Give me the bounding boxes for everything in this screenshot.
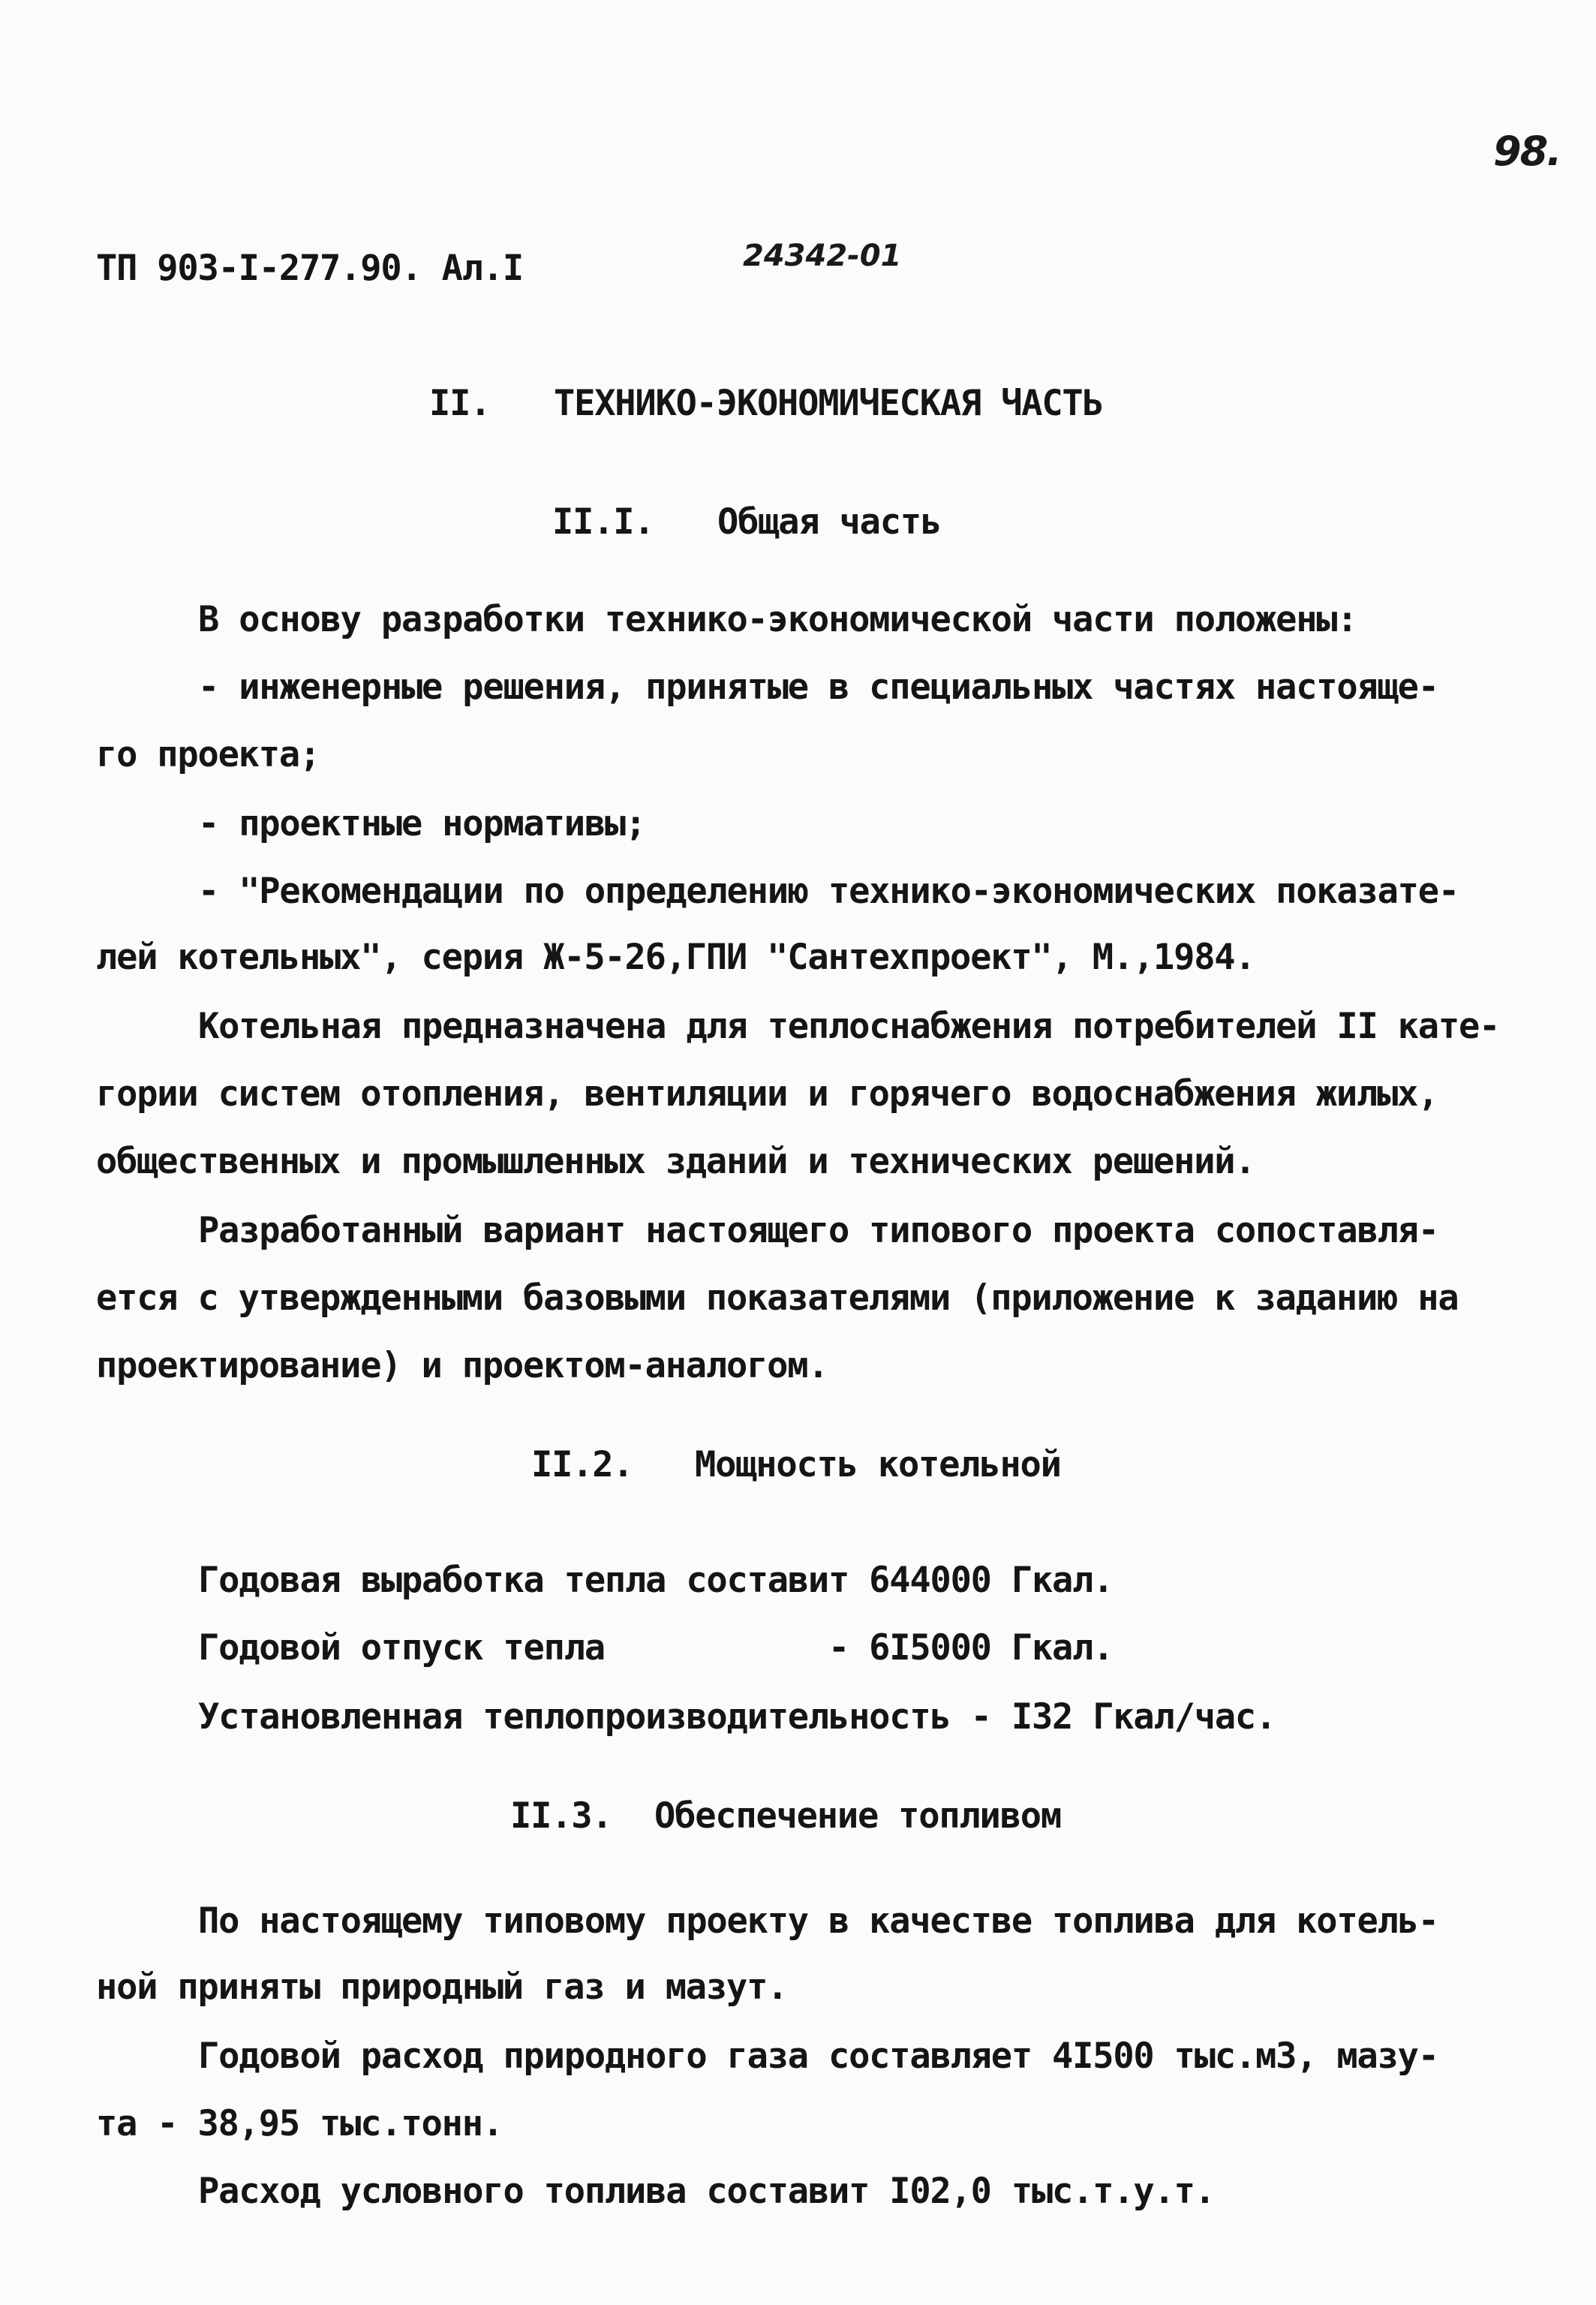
fuel-line: Расход условного топлива составит I02,0 тыс.т.у.т. [198,2171,1215,2212]
paragraph-line: проектирование) и проектом-аналогом. [96,1345,828,1386]
subsection-1-title: Общая часть [717,501,942,543]
paragraph-line: общественных и промышленных зданий и технических решений. [96,1141,1255,1182]
paragraph-line: - инженерные решения, принятые в специальных частях настояще- [198,667,1438,708]
paragraph-line: Разработанный вариант настоящего типового проекта сопоставля- [198,1210,1438,1251]
paragraph-line: го проекта; [96,734,320,775]
section-title: ТЕХНИКО-ЭКОНОМИЧЕСКАЯ ЧАСТЬ [554,383,1103,424]
subsection-1-number: II.I. [552,501,654,543]
capacity-line: Установленная теплопроизводительность - I32 Гкал/час. [198,1696,1276,1738]
fuel-line: ной приняты природный газ и мазут. [96,1966,788,2008]
paragraph-line: ется с утвержденными базовыми показателями (приложение к заданию на [96,1277,1459,1319]
subsection-3-title: Обеспечение топливом [654,1795,1061,1837]
fuel-line: По настоящему типовому проекту в качестве топлива для котель- [198,1900,1438,1942]
capacity-line: Годовой отпуск тепла - 6I5000 Гкал. [198,1627,1114,1669]
fuel-line: Годовой расход природного газа составляет 4I500 тыс.м3, мазу- [198,2036,1438,2077]
page-number: 98. [1493,128,1561,175]
subsection-2-number: II.2. [531,1444,633,1485]
paragraph-line: лей котельных", серия Ж-5-26,ГПИ "Сантехпроект", М.,1984. [96,937,1255,978]
handwritten-code: 24342-01 [743,239,902,273]
paragraph-line: - проектные нормативы; [198,803,646,844]
capacity-line: Годовая выработка тепла составит 644000 Гкал. [198,1560,1114,1601]
paragraph-line: Котельная предназначена для теплоснабжения потребителей II кате- [198,1006,1500,1047]
paragraph-line: гории систем отопления, вентиляции и горячего водоснабжения жилых, [96,1073,1438,1115]
paragraph-line: В основу разработки технико-экономической части положены: [198,599,1357,640]
document-code: ТП 903-I-277.90. Ал.I [96,248,524,289]
subsection-3-number: II.3. [510,1795,612,1837]
section-number: II. [429,383,491,424]
fuel-line: та - 38,95 тыс.тонн. [96,2103,503,2144]
paragraph-line: - "Рекомендации по определению технико-экономических показате- [198,871,1459,912]
subsection-2-title: Мощность котельной [695,1444,1061,1485]
